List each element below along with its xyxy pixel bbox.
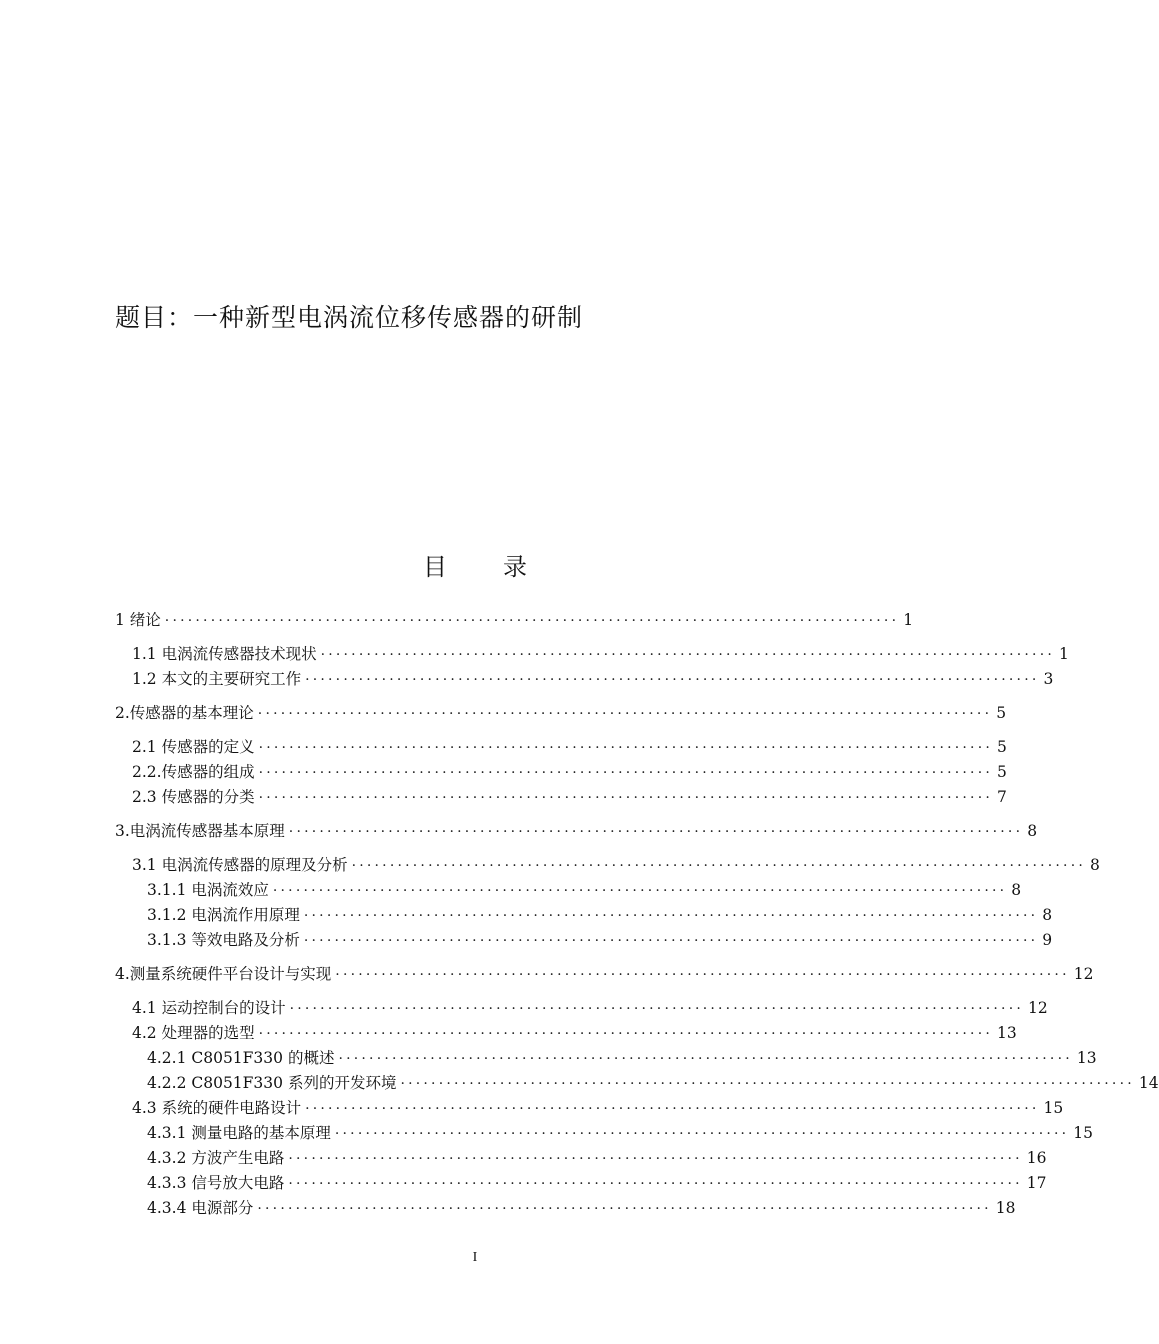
toc-entry[interactable] xyxy=(115,701,1007,725)
toc-entry-label: 4.3 系统的硬件电路设计 xyxy=(132,1099,302,1117)
toc-entry-label: 2.传感器的基本理论 xyxy=(115,704,254,722)
toc-dot-leader: ································································································ xyxy=(288,1151,1023,1167)
toc-dot-leader: ································································································ xyxy=(351,858,1086,874)
toc-entry[interactable] xyxy=(132,785,1007,809)
toc-entry-label: 3.1 电涡流传感器的原理及分析 xyxy=(132,856,348,874)
toc-entry-page: 17 xyxy=(1026,1174,1047,1192)
toc-dot-leader: ································································································ xyxy=(257,1201,992,1217)
toc-entry[interactable] xyxy=(115,608,914,632)
toc-entry-label: 1 绪论 xyxy=(115,611,161,629)
toc-entry[interactable] xyxy=(132,1021,1017,1045)
toc-entry-page: 8 xyxy=(1090,856,1100,874)
toc-entry-label: 2.1 传感器的定义 xyxy=(132,738,255,756)
toc-entry-label: 4.2.1 C8051F330 的概述 xyxy=(147,1049,335,1067)
toc-entry-page: 3 xyxy=(1043,670,1054,688)
toc-dot-leader: ································································································ xyxy=(272,883,1008,899)
toc-dot-leader: ································································································ xyxy=(303,908,1039,924)
toc-entry-page: 8 xyxy=(1042,906,1053,924)
page-number: I xyxy=(472,1250,478,1265)
toc-entry-label: 4.3.2 方波产生电路 xyxy=(147,1149,285,1167)
toc-entry[interactable] xyxy=(147,1071,1159,1095)
toc-entry[interactable] xyxy=(147,1146,1047,1170)
toc-dot-leader: ································································································ xyxy=(320,647,1055,663)
toc-entry[interactable] xyxy=(147,1121,1094,1145)
toc-entry-label: 4.2 处理器的选型 xyxy=(132,1024,255,1042)
toc-entry-label: 4.测量系统硬件平台设计与实现 xyxy=(115,965,332,983)
toc-entry[interactable] xyxy=(132,667,1054,691)
toc-dot-leader: ································································································ xyxy=(258,790,993,806)
toc-dot-leader: ································································································ xyxy=(257,706,993,722)
toc-dot-leader: ································································································ xyxy=(164,613,900,629)
toc-dot-leader: ································································································ xyxy=(400,1076,1135,1092)
toc-entry-page: 15 xyxy=(1043,1099,1064,1117)
toc-entry-page: 1 xyxy=(903,611,914,629)
toc-entry[interactable] xyxy=(147,1046,1097,1070)
toc-entry[interactable] xyxy=(147,1171,1047,1195)
toc-entry-page: 9 xyxy=(1042,931,1053,949)
toc-entry-page: 5 xyxy=(997,763,1007,781)
toc-entry-page: 13 xyxy=(1076,1049,1097,1067)
toc-entry-page: 12 xyxy=(1073,965,1094,983)
toc-heading-left: 目 xyxy=(423,553,447,581)
toc-entry-page: 5 xyxy=(996,704,1007,722)
toc-entry-label: 4.1 运动控制台的设计 xyxy=(132,999,286,1017)
toc-dot-leader: ································································································ xyxy=(288,1176,1023,1192)
toc-dot-leader: ································································································ xyxy=(258,740,993,756)
toc-entry-label: 3.1.1 电涡流效应 xyxy=(147,881,269,899)
toc-entry-label: 2.2.传感器的组成 xyxy=(132,763,255,781)
toc-entry-label: 1.2 本文的主要研究工作 xyxy=(132,670,302,688)
toc-dot-leader: ································································································ xyxy=(335,967,1070,983)
toc-entry[interactable] xyxy=(115,819,1038,843)
toc-entry-page: 5 xyxy=(997,738,1007,756)
toc-dot-leader: ································································································ xyxy=(305,672,1040,688)
toc-entry-label: 4.3.1 测量电路的基本原理 xyxy=(147,1124,331,1142)
toc-entry-label: 2.3 传感器的分类 xyxy=(132,788,255,806)
toc-entry[interactable] xyxy=(132,853,1100,877)
toc-entry-page: 14 xyxy=(1138,1074,1159,1092)
toc-entry[interactable] xyxy=(115,962,1094,986)
toc-entry-page: 15 xyxy=(1073,1124,1094,1142)
toc-entry[interactable] xyxy=(132,996,1048,1020)
toc-dot-leader: ································································································ xyxy=(289,1001,1024,1017)
toc-entry[interactable] xyxy=(132,642,1069,666)
toc-entry[interactable] xyxy=(147,1196,1016,1220)
toc-entry-label: 3.电涡流传感器基本原理 xyxy=(115,822,285,840)
toc-entry-page: 8 xyxy=(1027,822,1038,840)
toc-entry[interactable] xyxy=(132,760,1007,784)
toc-dot-leader: ································································································ xyxy=(334,1126,1070,1142)
toc-entry[interactable] xyxy=(132,735,1007,759)
toc-dot-leader: ································································································ xyxy=(338,1051,1073,1067)
toc-dot-leader: ································································································ xyxy=(288,824,1024,840)
toc-entry-page: 8 xyxy=(1011,881,1022,899)
toc-entry-page: 7 xyxy=(997,788,1007,806)
toc-entry-label: 4.3.4 电源部分 xyxy=(147,1199,254,1217)
toc-entry-label: 3.1.2 电涡流作用原理 xyxy=(147,906,300,924)
toc-dot-leader: ································································································ xyxy=(258,765,993,781)
toc-entry[interactable] xyxy=(147,903,1053,927)
toc-entry-page: 12 xyxy=(1028,999,1048,1017)
toc-entry[interactable] xyxy=(147,928,1053,952)
toc-entry-page: 1 xyxy=(1059,645,1069,663)
toc-entry-label: 4.2.2 C8051F330 系列的开发环境 xyxy=(147,1074,397,1092)
toc-entry[interactable] xyxy=(147,878,1022,902)
toc-entry[interactable] xyxy=(132,1096,1064,1120)
toc-entry-page: 16 xyxy=(1026,1149,1047,1167)
toc-entry-page: 18 xyxy=(995,1199,1016,1217)
toc-entry-label: 3.1.3 等效电路及分析 xyxy=(147,931,300,949)
toc-entry-page: 13 xyxy=(997,1024,1017,1042)
toc-dot-leader: ································································································ xyxy=(258,1026,993,1042)
toc-heading-right: 录 xyxy=(503,553,527,581)
document-title: 题目：一种新型电涡流位移传感器的研制 xyxy=(115,303,584,332)
toc-entry-label: 4.3.3 信号放大电路 xyxy=(147,1174,285,1192)
toc-entry-label: 1.1 电涡流传感器技术现状 xyxy=(132,645,317,663)
toc-dot-leader: ································································································ xyxy=(303,933,1039,949)
toc-dot-leader: ································································································ xyxy=(305,1101,1040,1117)
